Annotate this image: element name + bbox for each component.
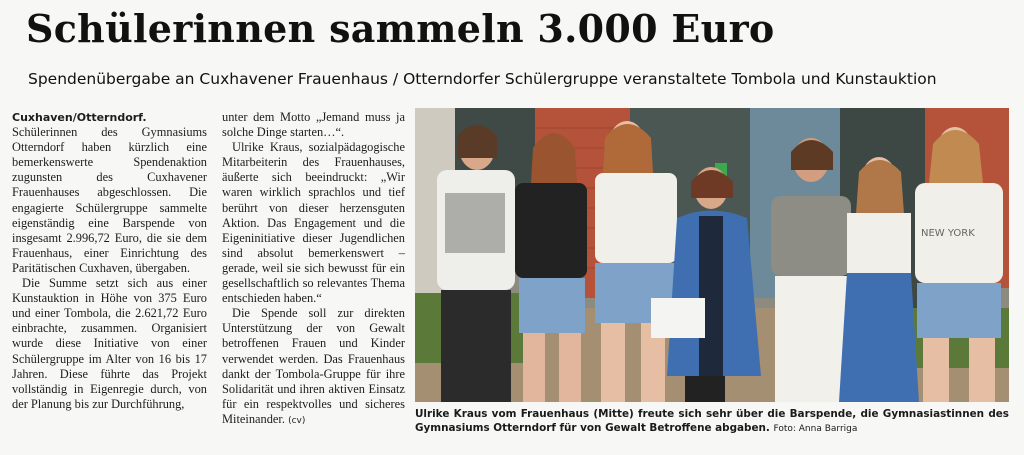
- paragraph-3: unter dem Motto „Jemand muss ja solche Dinge starten…“.: [222, 110, 405, 140]
- group-photo-illustration: [415, 108, 1009, 402]
- photo-credit: Foto: Anna Barriga: [773, 424, 858, 434]
- paragraph-2: Die Summe setzt sich aus einer Kunstauktion in Höhe von 375 Euro und einer Tombola, die 2.621,72 Euro einbrachte, zusammen. Organisiert wurde diese Initiative von einer Schülergruppe im Alter von 16 bis 17 Jahren. Diese führte das Projekt vollständig in Eigenregie durch, von der Planung bis zur Durchführung,: [12, 276, 207, 411]
- shirt-text: NEW YORK: [921, 228, 975, 239]
- photo-caption: [415, 407, 1009, 436]
- caption-text: Ulrike Kraus vom Frauenhaus (Mitte) freute sich sehr über die Barspende, die Gymnasiastinnen des Gymnasiums Otterndorf für von Gewalt Betroffene abgaben.: [415, 408, 1009, 434]
- paragraph-1: [12, 110, 207, 276]
- paragraph-4: Ulrike Kraus, sozialpädagogische Mitarbeiterin des Frauenhauses, äußerte sich beeindruckt: „Wir waren wirklich sprachlos und tief berührt von dieser herzensguten Aktion. Das Engagement und die Eigeninitiative dieser Jugendlichen sind absolut bemerkenswert – gerade, weil sie sich bewusst für ein gesellschaftlich so relevantes Thema entschieden haben.“: [222, 140, 405, 306]
- paragraph-1-text: Schülerinnen des Gymnasiums Otterndorf haben kürzlich eine bemerkenswerte Spendenaktion zugunsten des Cuxhavener Frauenhauses abgeschlossen. Die engagierte Schülergruppe sammelte eigenständig eine Barspende von insgesamt 2.996,72 Euro, die sie dem Frauenhaus, einer Einrichtung des Paritätischen Cuxhaven, übergaben.: [12, 125, 207, 275]
- article-column-2: [222, 110, 405, 429]
- article-column-1: [12, 110, 207, 412]
- group-photo: [415, 108, 1009, 402]
- paragraph-5: [222, 306, 405, 429]
- author-initials: (cv): [288, 415, 306, 426]
- dateline: Cuxhaven/Otterndorf.: [12, 111, 147, 124]
- paragraph-5-text: Die Spende soll zur direkten Unterstützung der von Gewalt betroffenen Frauen und Kinder verwendet werden. Das Frauenhaus dankt der Tombola-Gruppe für ihre Solidarität und ihren aktiven Einsatz für ein respektvolles und sicheres Miteinander.: [222, 306, 405, 426]
- subheadline: Spendenübergabe an Cuxhavener Frauenhaus / Otterndorfer Schülergruppe veranstaltete Tombola und Kunstauktion: [28, 70, 937, 88]
- headline: Schülerinnen sammeln 3.000 Euro: [26, 6, 775, 51]
